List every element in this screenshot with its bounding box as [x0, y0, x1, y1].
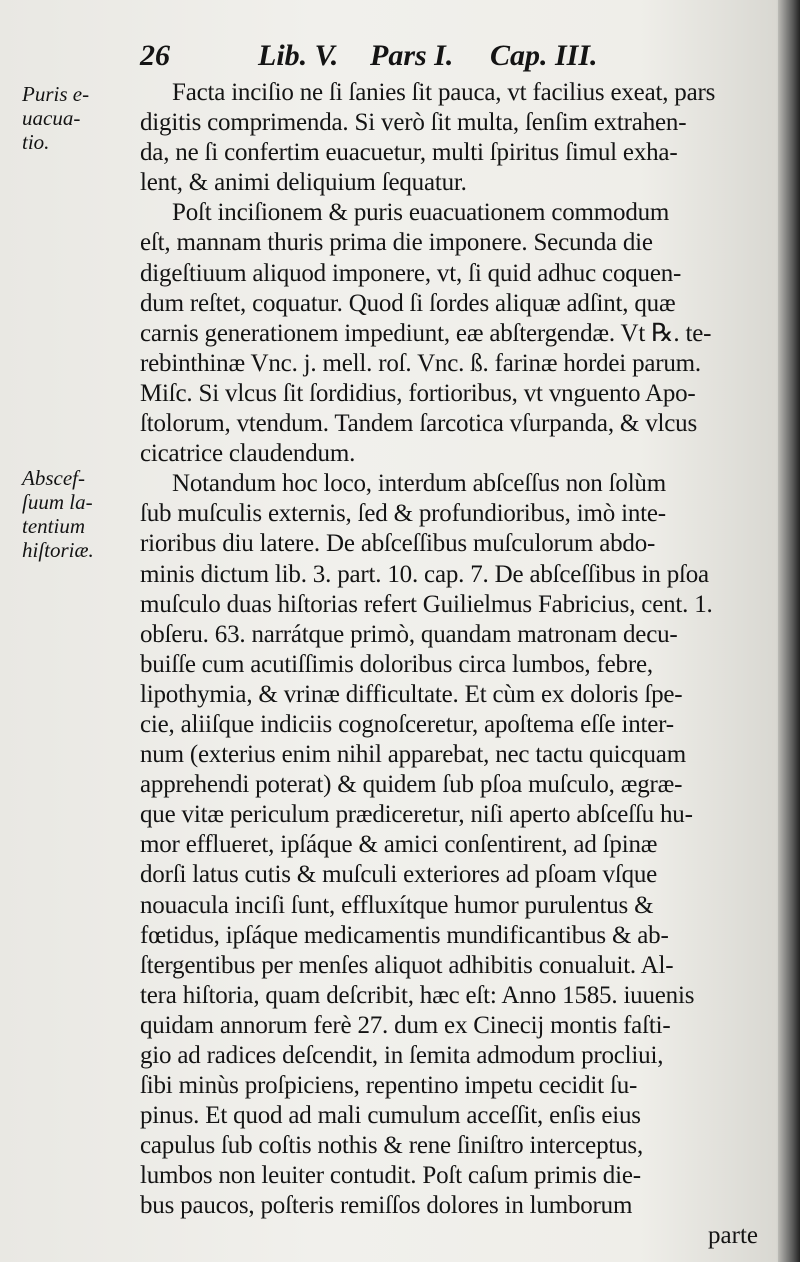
margin-note-line: ſuum la-: [22, 490, 93, 514]
text-line: quidam annorum ferè 27. dum ex Cinecij montis faſti-: [140, 1011, 671, 1039]
page-edge-shadow: [778, 0, 800, 1262]
text-line: eſt, mannam thuris prima die imponere. Secunda die: [140, 229, 653, 257]
text-line: ſtolorum, vtendum. Tandem ſarcotica vſurpanda, & vlcus: [140, 410, 697, 438]
text-line: capulus ſub coſtis nothis & rene ſiniſtro interceptus,: [140, 1132, 643, 1160]
text-line: obſeru. 63. narrátque primò, quandam matronam decu-: [140, 620, 678, 648]
margin-note-puris-euacuatio: [22, 82, 150, 154]
text-line: fœtidus, ipſáque medicamentis mundificantibus & ab-: [140, 921, 669, 949]
text-line: muſculo duas hiſtorias refert Guilielmus Fabricius, cent. 1.: [140, 590, 713, 618]
text-line: lumbos non leuiter contudit. Poſt caſum primis die-: [140, 1162, 641, 1190]
text-line: Miſc. Si vlcus ſit ſordidius, fortioribus, vt vnguento Apo-: [140, 379, 696, 407]
text-line: digeſtiuum aliquod imponere, vt, ſi quid adhuc coquen-: [140, 259, 682, 287]
main-text-block: [140, 78, 765, 1222]
margin-note-line: tio.: [22, 130, 50, 154]
margin-note-line: Puris e-: [22, 82, 90, 106]
text-line: rebinthinæ Vnc. j. mell. roſ. Vnc. ß. farinæ hordei parum.: [140, 349, 701, 377]
header-book: Lib. V.: [258, 39, 339, 72]
text-line: buiſſe cum acutiſſimis doloribus circa lumbos, febre,: [140, 650, 653, 678]
text-line: que vitæ periculum prædiceretur, niſi aperto abſceſſu hu-: [140, 801, 693, 829]
catchword: parte: [708, 1222, 758, 1249]
text-line: gio ad radices deſcendit, in ſemita admodum procliui,: [140, 1042, 664, 1069]
page-number: 26: [140, 39, 170, 72]
text-line: lent, & animi deliquium ſequatur.: [140, 169, 467, 197]
header-chapter: Cap. III.: [490, 39, 598, 72]
text-line: minis dictum lib. 3. part. 10. cap. 7. De abſceſſibus in pſoa: [140, 560, 709, 588]
text-line: lipothymia, & vrinæ difficultate. Et cùm ex doloris ſpe-: [140, 680, 683, 708]
text-line: cicatrice claudendum.: [140, 440, 356, 468]
text-line: dorſi latus cutis & muſculi exteriores ad pſoam vſque: [140, 861, 658, 889]
margin-note-line: Abscef-: [22, 466, 85, 490]
text-line: carnis generationem impediunt, eæ abſtergendæ. Vt ℞. te-: [140, 319, 712, 347]
text-line: cie, aliiſque indiciis cognoſceretur, apoſtema eſſe inter-: [140, 710, 674, 738]
text-line: Poſt inciſionem & puris euacuationem commodum: [172, 199, 670, 227]
text-line: apprehendi poterat) & quidem ſub pſoa muſculo, ægræ-: [140, 771, 683, 799]
running-header: [140, 36, 660, 76]
text-line: Notandum hoc loco, interdum abſceſſus non ſolùm: [172, 470, 666, 498]
text-line: bus paucos, poſteris remiſſos dolores in lumborum: [140, 1192, 633, 1220]
text-line: ſub muſculis externis, ſed & profundioribus, imò inte-: [140, 500, 666, 528]
text-line: ſtergentibus per menſes aliquot adhibitis conualuit. Al-: [140, 951, 674, 979]
margin-note-line: hiſtoriæ.: [22, 538, 94, 562]
text-line: digitis comprimenda. Si verò ſit multa, ſenſim extrahen-: [140, 109, 687, 137]
margin-note-line: uacua-: [22, 106, 81, 130]
text-line: ſibi minùs proſpiciens, repentino impetu cecidit ſu-: [140, 1072, 638, 1100]
text-line: dum reſtet, coquatur. Quod ſi ſordes aliquæ adſint, quæ: [140, 289, 676, 317]
text-line: rioribus diu latere. De abſceſſibus muſculorum abdo-: [140, 530, 656, 558]
text-line: nouacula inciſi ſunt, effluxítque humor purulentus &: [140, 891, 654, 919]
text-line: tera hiſtoria, quam deſcribit, hæc eſt: Anno 1585. iuuenis: [140, 981, 695, 1009]
header-part: Pars I.: [370, 39, 454, 72]
text-line: mor efflueret, ipſáque & amici conſentirent, ad ſpinæ: [140, 831, 658, 859]
margin-note-abscessuum-historiae: [22, 466, 150, 562]
text-line: num (exterius enim nihil apparebat, nec tactu quicquam: [140, 741, 686, 769]
text-line: Facta inciſio ne ſi ſanies ſit pauca, vt facilius exeat, pars: [172, 79, 716, 106]
text-line: pinus. Et quod ad mali cumulum acceſſit, enſis eius: [140, 1102, 641, 1130]
text-line: da, ne ſi confertim euacuetur, multi ſpiritus ſimul exha-: [140, 139, 678, 167]
margin-note-line: tentium: [22, 514, 85, 538]
